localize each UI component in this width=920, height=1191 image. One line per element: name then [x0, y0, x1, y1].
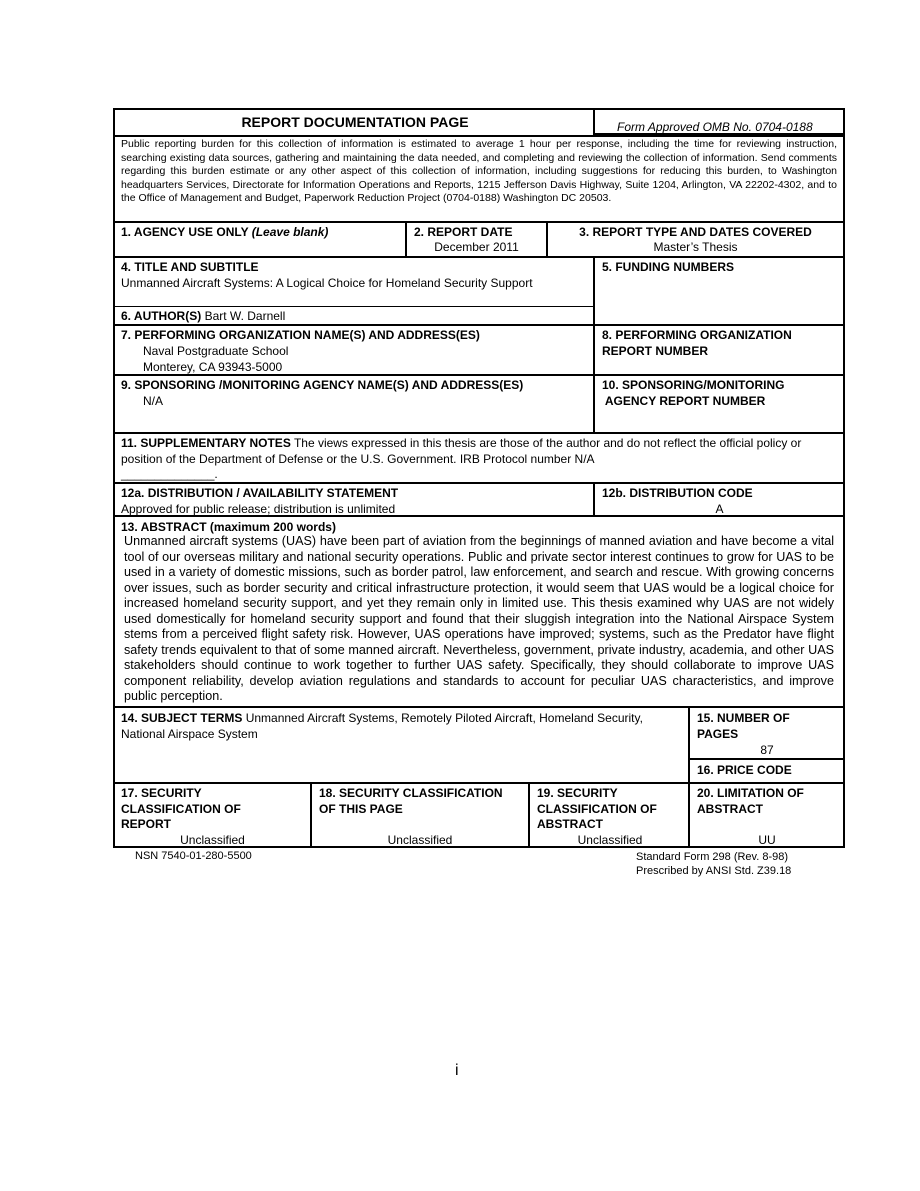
field-15-label: 15. NUMBER OF PAGES	[697, 711, 790, 741]
field-18-value: Unclassified	[387, 833, 453, 847]
field-14-label: 14. SUBJECT TERMS	[121, 711, 243, 725]
field-17-value: Unclassified	[180, 833, 245, 847]
field-20-label: 20. LIMITATION OF ABSTRACT	[697, 786, 804, 816]
field-11-supplementary-notes	[115, 435, 815, 484]
field-12b-value: A	[715, 502, 724, 516]
field-14-subject-terms	[115, 710, 689, 743]
form-title: REPORT DOCUMENTATION PAGE	[241, 114, 469, 130]
omb-number: Form Approved OMB No. 0704-0188	[617, 120, 813, 134]
page-number: i	[455, 1062, 459, 1079]
field-10-label-line1: 10. SPONSORING/MONITORING	[602, 378, 785, 392]
field-17-label: 17. SECURITY CLASSIFICATION OF REPORT	[121, 786, 241, 831]
field-3-label: 3. REPORT TYPE AND DATES COVERED	[579, 225, 812, 239]
field-9-value: N/A	[143, 394, 164, 408]
field-4-title: Unmanned Aircraft Systems: A Logical Choice for Homeland Security Support	[121, 276, 533, 290]
form-footer	[636, 850, 791, 878]
ansi-std: Prescribed by ANSI Std. Z39.18	[636, 865, 792, 877]
field-10-label-line2: AGENCY REPORT NUMBER	[602, 394, 766, 408]
field-12a-label: 12a. DISTRIBUTION / AVAILABILITY STATEMENT	[121, 486, 399, 500]
field-6-authors	[115, 308, 595, 326]
field-16-label: 16. PRICE CODE	[697, 763, 792, 777]
report-documentation-form	[113, 108, 845, 848]
field-11-label: 11. SUPPLEMENTARY NOTES	[121, 436, 291, 450]
field-20-value: UU	[758, 833, 776, 847]
field-5-label: 5. FUNDING NUMBERS	[602, 260, 735, 274]
nsn-number: NSN 7540-01-280-5500	[135, 850, 252, 862]
field-12a-value: Approved for public release; distribution is unlimited	[121, 502, 396, 516]
field-13-abstract: Unmanned aircraft systems (UAS) have been part of aviation from the beginnings of manned aviation and have become a vital tool of our overseas military and national security operations. Public and private sector interest continues to grow for UAS to be used in a variety of domestic missions, such as border patrol, law enforcement, and search and rescue. With growing concerns over issues, such as border security and critical infrastructure protection, it would seem that UAS would be a logical choice for increased homeland security support, and yet they remain only in limited use. This thesis examined why UAS are not widely used domestically for homeland security support and found that their sluggish integration into the National Airspace System stems from a perceived flight safety risk. However, UAS operations have improved; systems, such as the Predator have flight safety trends equivalent to that of some manned aircraft. Nevertheless, government, private industry, academia, and other UAS stakeholders should continue to work together to further UAS safety. Specifically, they should collaborate to improve UAS component reliability, develop aviation regulations and standards to account for peculiar UAS characteristics, and improve public perception.	[124, 534, 834, 703]
field-19-label: 19. SECURITY CLASSIFICATION OF ABSTRACT	[537, 786, 657, 831]
field-11-blank: ______________.	[121, 467, 218, 481]
field-1-agency-use	[115, 224, 405, 242]
field-18-label: 18. SECURITY CLASSIFICATION OF THIS PAGE	[319, 786, 503, 816]
field-15-value: 87	[760, 743, 774, 757]
field-7-org-name: Naval Postgraduate School	[143, 344, 289, 358]
field-7-org-address: Monterey, CA 93943-5000	[143, 360, 283, 374]
field-12b-label: 12b. DISTRIBUTION CODE	[602, 486, 753, 500]
field-7-label: 7. PERFORMING ORGANIZATION NAME(S) AND ADDRESS(ES)	[121, 328, 480, 342]
field-8-label-line2: REPORT NUMBER	[602, 344, 709, 358]
field-14-value: Unmanned Aircraft Systems, Remotely Piloted Aircraft, Homeland Security, National Airspace System	[121, 711, 643, 741]
field-2-report-date: December 2011	[434, 240, 519, 254]
field-6-author: Bart W. Darnell	[201, 309, 286, 323]
standard-form: Standard Form 298 (Rev. 8-98)	[636, 851, 789, 863]
field-11-text: The views expressed in this thesis are those of the author and do not reflect the official policy or position of the Department of Defense or the U.S. Government. IRB Protocol number N/A	[121, 436, 802, 466]
field-9-label: 9. SPONSORING /MONITORING AGENCY NAME(S) AND ADDRESS(ES)	[121, 378, 524, 392]
field-8-label-line1: 8. PERFORMING ORGANIZATION	[602, 328, 792, 342]
field-13-label: 13. ABSTRACT (maximum 200 words)	[121, 520, 336, 534]
field-2-label: 2. REPORT DATE	[414, 225, 513, 239]
field-1-note: (Leave blank)	[251, 225, 329, 239]
field-4-label: 4. TITLE AND SUBTITLE	[121, 260, 259, 274]
field-1-label: 1. AGENCY USE ONLY	[121, 225, 252, 239]
burden-statement: Public reporting burden for this collection of information is estimated to average 1 hour per response, including the time for reviewing instruction, searching existing data sources, gathering and maintaining the data needed, and completing and reviewing the collection of information. Send comments regarding this burden estimate or any other aspect of this collection of information, including suggestions for reducing this burden, to Washington headquarters Services, Directorate for Information Operations and Reports, 1215 Jefferson Davis Highway, Suite 1204, Arlington, VA 22202-4302, and to the Office of Management and Budget, Paperwork Reduction Project (0704-0188) Washington DC 20503.	[121, 138, 837, 204]
field-19-value: Unclassified	[577, 833, 643, 847]
field-3-report-type: Master’s Thesis	[653, 240, 738, 254]
field-6-label: 6. AUTHOR(S)	[121, 309, 202, 323]
